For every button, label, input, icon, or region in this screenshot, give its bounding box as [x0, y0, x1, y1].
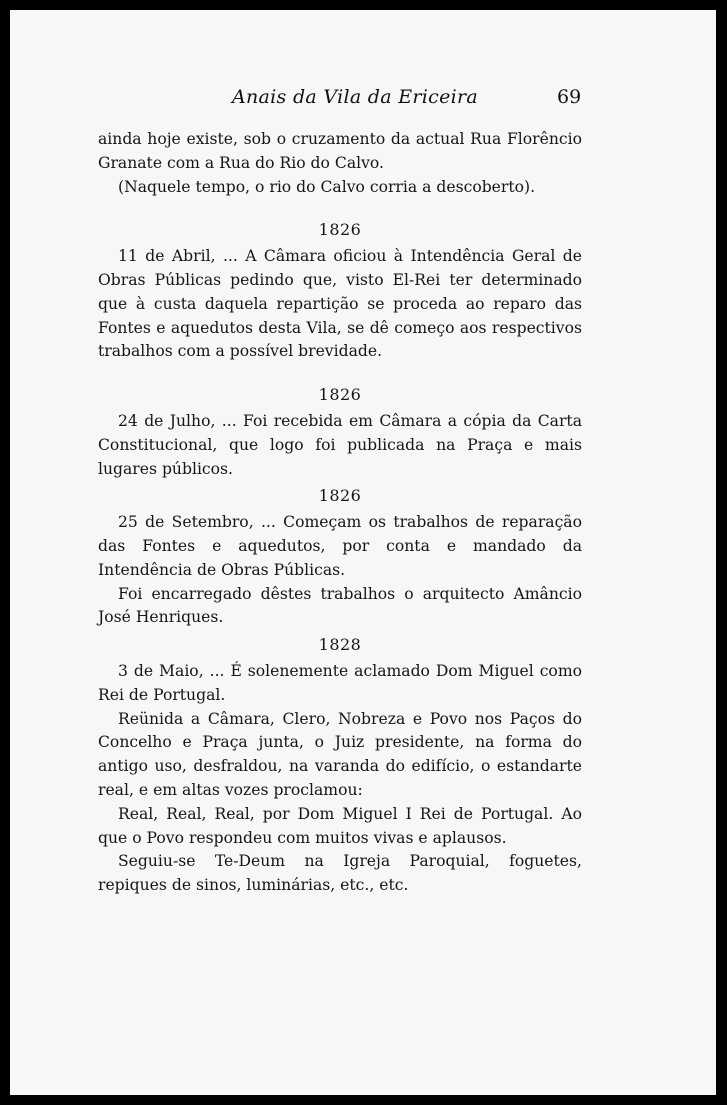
- entry-paragraph: Seguiu-se Te-Deum na Igreja Paroquial, foguetes, repiques de sinos, luminárias, etc., etc.: [98, 852, 582, 895]
- entry-paragraph: 24 de Julho, ... Foi recebida em Câmara a cópia da Carta Constitucional, que logo foi publicada na Praça e mais lugares públicos.: [98, 411, 582, 478]
- entry-year: 1826: [318, 220, 362, 240]
- entry-year: 1826: [318, 486, 362, 506]
- entry-paragraph: 3 de Maio, ... É solenemente aclamado Dom Miguel como Rei de Portugal.: [98, 661, 582, 704]
- book-page: [10, 10, 716, 1095]
- page-body: [98, 128, 582, 898]
- entry-paragraph: Real, Real, Real, por Dom Miguel I Rei de Portugal. Ao que o Povo respondeu com muitos vivas e aplausos.: [98, 804, 582, 847]
- continuation-paragraph: ainda hoje existe, sob o cruzamento da actual Rua Florêncio Granate com a Rua do Rio do Calvo.: [98, 130, 582, 172]
- entry-paragraph: 25 de Setembro, ... Começam os trabalhos de reparação das Fontes e aquedutos, por conta e mandado da Intendência de Obras Públicas.: [98, 513, 582, 579]
- page-number: 69: [557, 86, 582, 108]
- entry-paragraph: Foi encarregado dêstes trabalhos o arquitecto Amâncio José Henriques.: [98, 584, 582, 627]
- entry-paragraph: Reünida a Câmara, Clero, Nobreza e Povo nos Paços do Concelho e Praça junta, o Juiz presidente, na forma do antigo uso, desfraldou, na varanda do edifício, o estandarte real, e em altas vozes proclamou:: [98, 709, 582, 799]
- page-header: [10, 86, 716, 116]
- continuation-paragraph: (Naquele tempo, o rio do Calvo corria a descoberto).: [118, 177, 536, 196]
- entry-year: 1826: [318, 385, 362, 405]
- entry-paragraph: 11 de Abril, ... A Câmara oficiou à Intendência Geral de Obras Públicas pedindo que, visto El-Rei ter determinado que à custa daquela repartição se proceda ao reparo das Fontes e aquedutos desta Vila, se dê começo aos respectivos trabalhos com a possível brevidade.: [98, 247, 582, 361]
- entry-year: 1828: [318, 635, 362, 655]
- running-title: Anais da Vila da Ericeira: [232, 86, 479, 108]
